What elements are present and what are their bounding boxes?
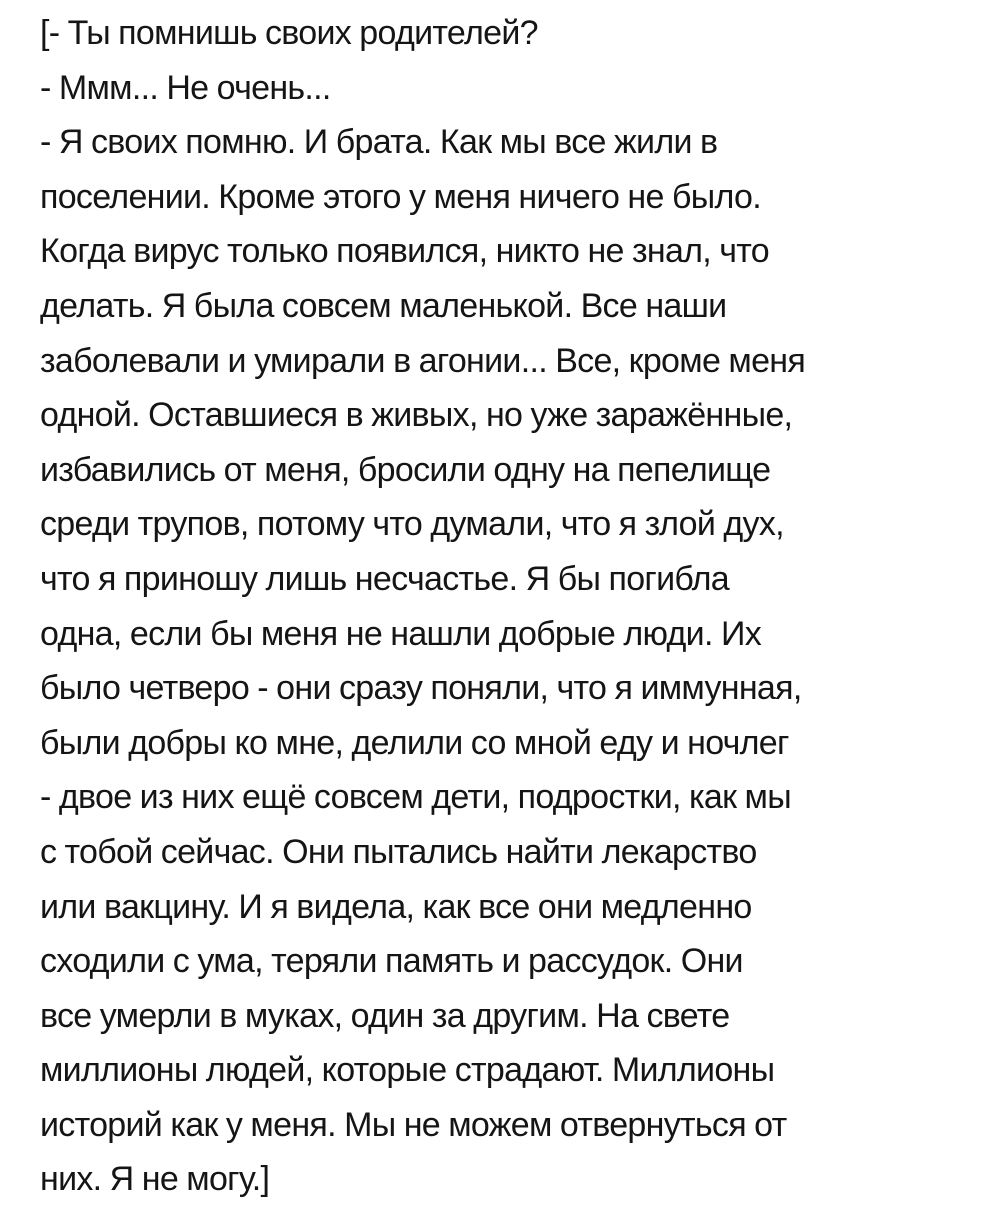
text-line: - Я своих помню. И брата. Как мы все жили в (40, 123, 718, 162)
text-line: среди трупов, потому что думали, что я злой дух, (40, 505, 784, 544)
text-line: заболевали и умирали в агонии... Все, кроме меня (40, 341, 806, 380)
text-line: избавились от меня, бросили одну на пепелище (40, 450, 771, 489)
text-line: миллионы людей, которые страдают. Миллионы (40, 1051, 775, 1090)
text-line: поселении. Кроме этого у меня ничего не было. (40, 177, 761, 216)
text-line: одной. Оставшиеся в живых, но уже заражённые, (40, 396, 793, 435)
text-line: одна, если бы меня не нашли добрые люди. Их (40, 614, 761, 653)
text-line: или вакцину. И я видела, как все они медленно (40, 887, 752, 926)
text-line: историй как у меня. Мы не можем отвернуться от (40, 1105, 787, 1144)
text-line: все умерли в муках, один за другим. На свете (40, 996, 730, 1035)
text-line: Когда вирус только появился, никто не знал, что (40, 232, 769, 271)
text-line: с тобой сейчас. Они пытались найти лекарство (40, 832, 757, 871)
text-line: - Ммм... Не очень... (40, 68, 331, 107)
text-line: были добры ко мне, делили со мной еду и ночлег (40, 723, 789, 762)
dialogue-text-block (40, 6, 980, 1207)
text-line: делать. Я была совсем маленькой. Все наши (40, 286, 727, 325)
text-line: [- Ты помнишь своих родителей? (40, 14, 538, 52)
text-line: что я приношу лишь несчастье. Я бы погибла (40, 559, 729, 598)
text-line: было четверо - они сразу поняли, что я иммунная, (40, 669, 802, 708)
text-line: сходили с ума, теряли память и рассудок. Они (40, 942, 743, 981)
text-line: них. Я не могу.] (40, 1160, 270, 1199)
text-line: - двое из них ещё совсем дети, подростки, как мы (40, 778, 791, 817)
